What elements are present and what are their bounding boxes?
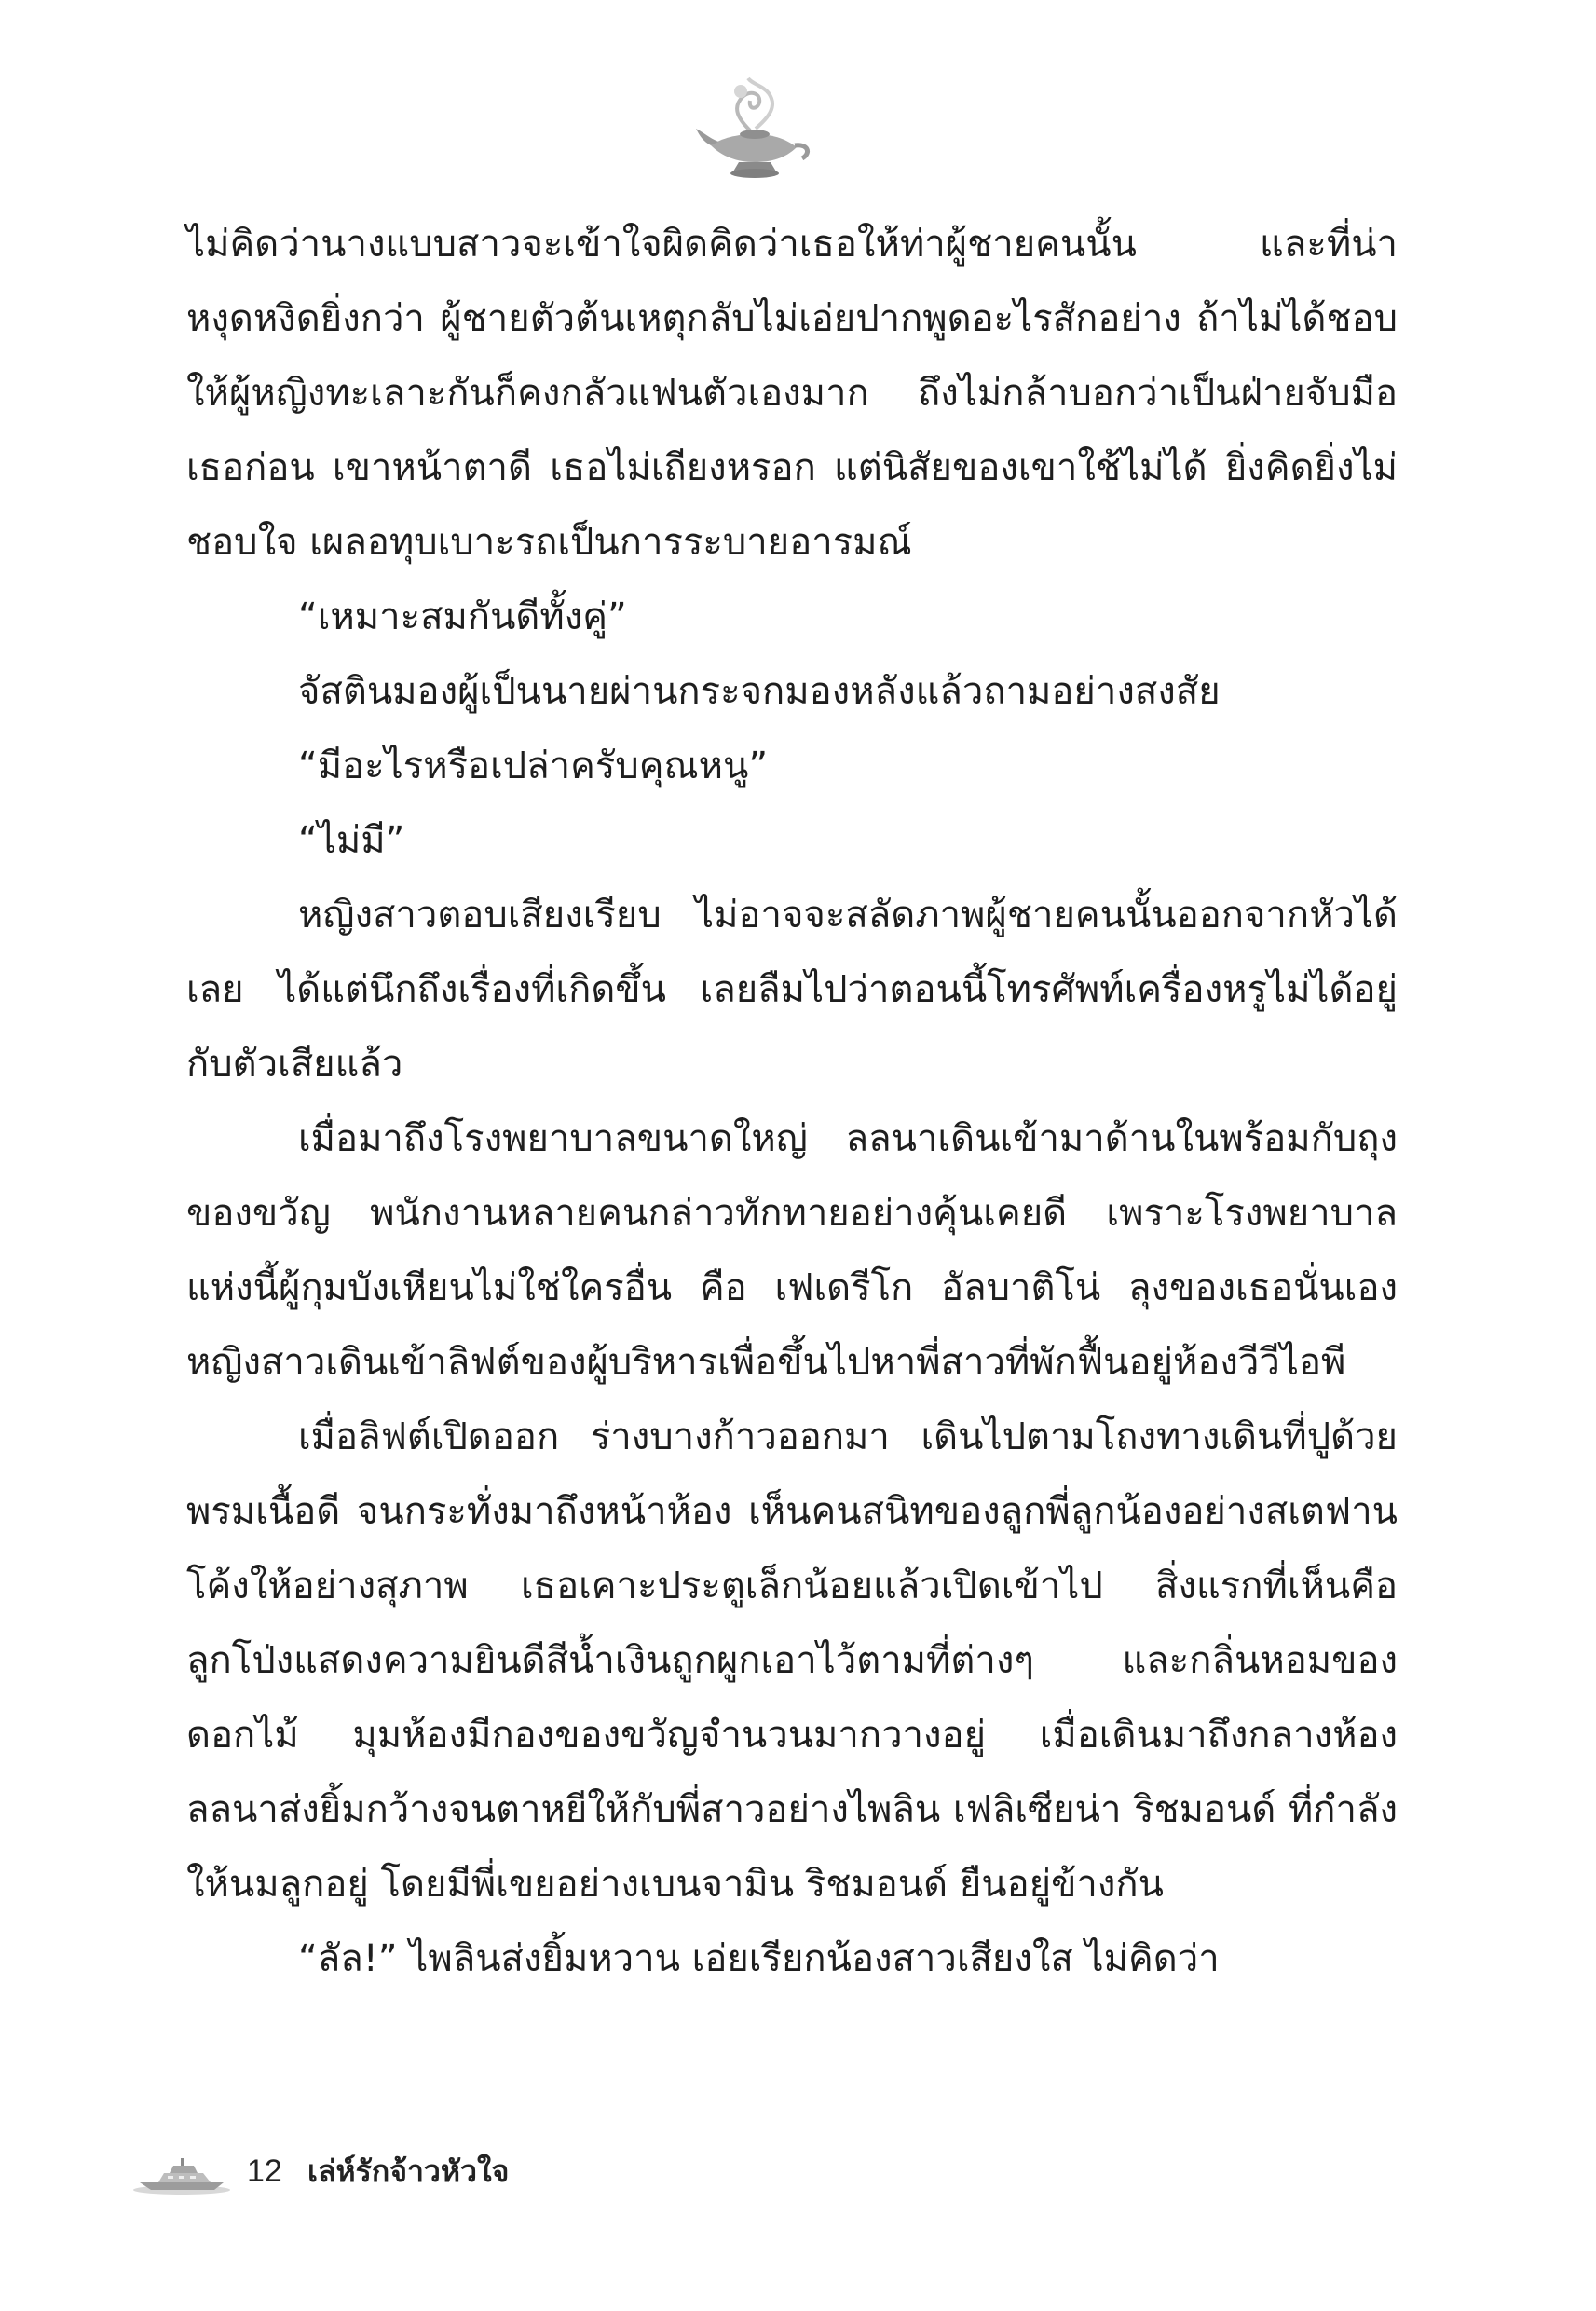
genie-lamp-icon bbox=[694, 73, 815, 185]
paragraph: เมื่อลิฟต์เปิดออก ร่างบางก้าวออกมา เดินไปตามโถงทางเดินที่ปูด้วยพรมเนื้อดี จนกระทั่งมาถึงหน้าห้อง เห็นคนสนิทของลูกพี่ลูกน้องอย่างสเตฟานโค้งให้อย่างสุภาพ เธอเคาะประตูเล็กน้อยแล้วเปิดเข้าไป สิ่งแรกที่เห็นคือลูกโป่งแสดงความยินดีสีน้ำเงินถูกผูกเอาไว้ตามที่ต่างๆ และกลิ่นหอมของดอกไม้ มุมห้องมีกองของขวัญจำนวนมากวางอยู่ เมื่อเดินมาถึงกลางห้อง ลลนาส่งยิ้มกว้างจนตาหยีให้กับพี่สาวอย่างไพลิน เฟลิเซียน่า ริชมอนด์ ที่กำลังให้นมลูกอยู่ โดยมีพี่เขยอย่างเบนจามิน ริชมอนด์ ยืนอยู่ข้างกัน bbox=[186, 1415, 1398, 1906]
page-footer bbox=[130, 2143, 783, 2199]
paragraph: “มีอะไรหรือเปล่าครับคุณหนู” bbox=[298, 745, 769, 787]
paragraph: “เหมาะสมกันดีทั้งคู่” bbox=[298, 595, 627, 638]
page-number: 12 bbox=[247, 2154, 282, 2189]
paragraph: “ลัล!” ไพลินส่งยิ้มหวาน เอ่ยเรียกน้องสาวเสียงใส ไม่คิดว่า bbox=[298, 1937, 1220, 1980]
paragraph: จัสตินมองผู้เป็นนายผ่านกระจกมองหลังแล้วถามอย่างสงสัย bbox=[298, 670, 1221, 713]
body-text bbox=[186, 207, 1398, 1996]
paragraph: ไม่คิดว่านางแบบสาวจะเข้าใจผิดคิดว่าเธอให้ท่าผู้ชายคนนั้น และที่น่าหงุดหงิดยิ่งกว่า ผู้ชายตัวต้นเหตุกลับไม่เอ่ยปากพูดอะไรสักอย่าง ถ้าไม่ได้ชอบให้ผู้หญิงทะเลาะกันก็คงกลัวแฟนตัวเองมาก ถึงไม่กล้าบอกว่าเป็นฝ่ายจับมือเธอก่อน เขาหน้าตาดี เธอไม่เถียงหรอก แต่นิสัยของเขาใช้ไม่ได้ ยิ่งคิดยิ่งไม่ชอบใจ เผลอทุบเบาะรถเป็นการระบายอารมณ์ bbox=[186, 223, 1398, 564]
yacht-icon bbox=[130, 2143, 233, 2199]
paragraph: หญิงสาวตอบเสียงเรียบ ไม่อาจจะสลัดภาพผู้ชายคนนั้นออกจากหัวได้เลย ได้แต่นึกถึงเรื่องที่เกิดขึ้น เลยลืมไปว่าตอนนี้โทรศัพท์เครื่องหรูไม่ได้อยู่กับตัวเสียแล้ว bbox=[186, 894, 1398, 1086]
book-title: เล่ห์รักจ้าวหัวใจ bbox=[307, 2154, 510, 2189]
paragraph: เมื่อมาถึงโรงพยาบาลขนาดใหญ่ ลลนาเดินเข้ามาด้านในพร้อมกับถุงของขวัญ พนักงานหลายคนกล่าวทักทายอย่างคุ้นเคยดี เพราะโรงพยาบาลแห่งนี้ผู้กุมบังเหียนไม่ใช่ใครอื่น คือ เฟเดรีโก อัลบาติโน่ ลุงของเธอนั่นเอง หญิงสาวเดินเข้าลิฟต์ของผู้บริหารเพื่อขึ้นไปหาพี่สาวที่พักฟื้นอยู่ห้องวีวีไอพี bbox=[186, 1117, 1398, 1384]
paragraph: “ไม่มี” bbox=[298, 819, 405, 862]
